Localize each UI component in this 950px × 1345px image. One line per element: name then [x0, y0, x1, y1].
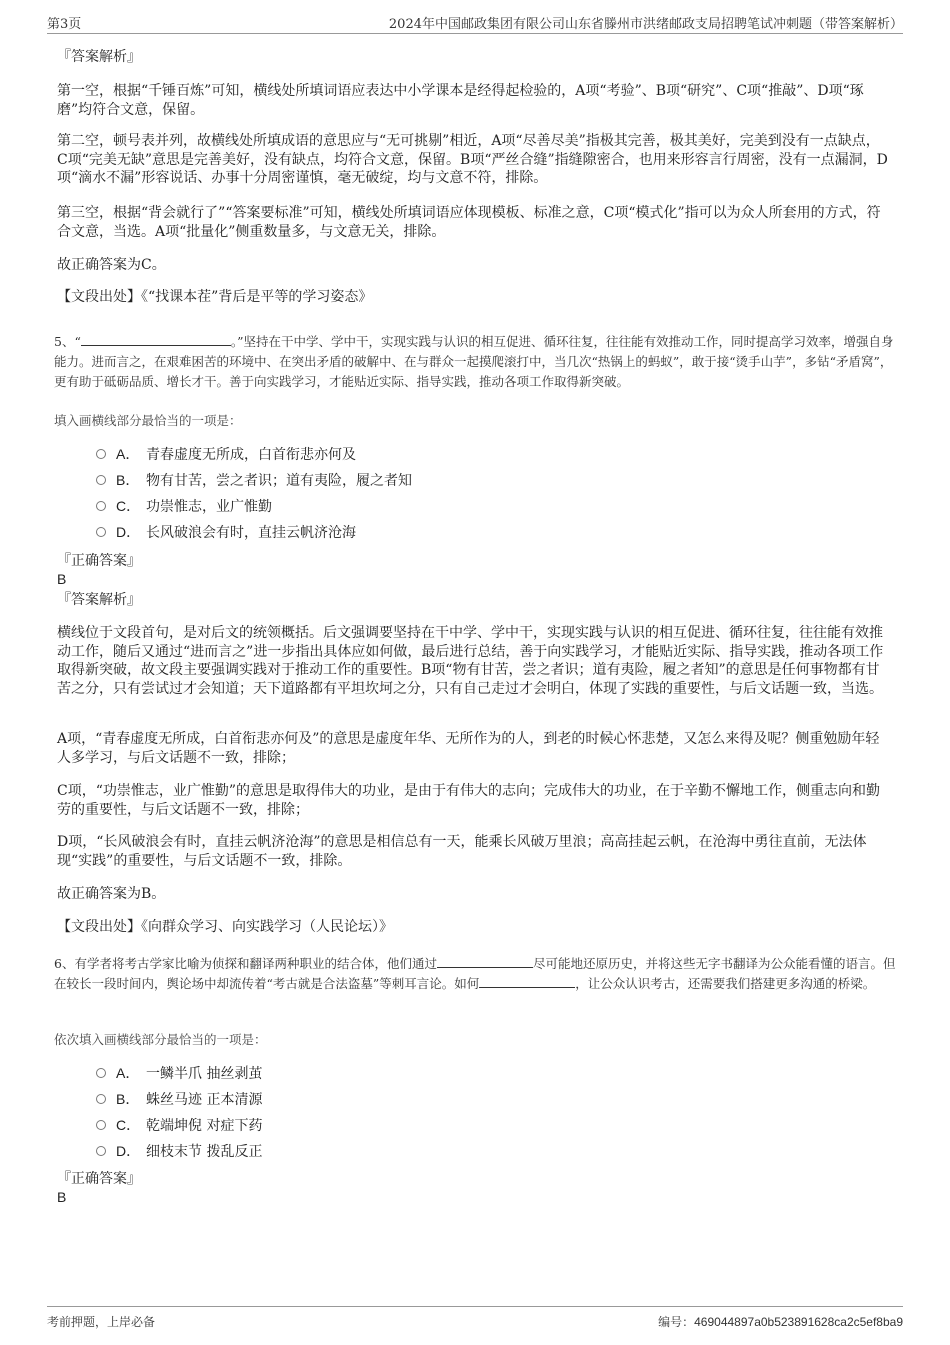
- question-prompt: 填入画横线部分最恰当的一项是：: [54, 413, 242, 428]
- radio-icon[interactable]: [96, 1094, 106, 1104]
- option-c[interactable]: C． 乾端坤倪 对症下药: [96, 1115, 262, 1136]
- question-prompt: 依次填入画横线部分最恰当的一项是：: [54, 1032, 267, 1047]
- page-number: 第3页: [47, 17, 82, 32]
- correct-answer: B: [57, 571, 67, 587]
- analysis-paragraph: 第一空，根据“千锤百炼”可知，横线处所填词语应表达中小学课本是经得起检验的，A项“考验”、B项“研究”、C项“推敲”、D项“琢磨”均符合文意，保留。: [57, 83, 864, 118]
- analysis-label: 『答案解析』: [57, 592, 141, 608]
- question-6: 6、有学者将考古学家比喻为侦探和翻译两种职业的结合体，他们通过 尽可能地还原历史，并将这些无字书翻译为公众能看懂的语言。但在较长一段时间内，舆论场中却流传着“考古就是合法盗墓”等刺耳言论。如何 ，让公众认识考古，还需要我们搭建更多沟通的桥梁。: [54, 956, 896, 991]
- analysis-paragraph: 第三空，根据“背会就行了”“答案要标准”可知，横线处所填词语应体现模板、标准之意，C项“模式化”指可以为众人所套用的方式，符合文意，当选。A项“批量化”侧重数量多，与文意无关，排除。: [57, 205, 881, 240]
- radio-icon[interactable]: [96, 1068, 106, 1078]
- radio-icon[interactable]: [96, 1146, 106, 1156]
- correct-answer-label: 『正确答案』: [57, 553, 141, 569]
- correct-answer: B: [57, 1189, 67, 1205]
- analysis-paragraph: 第二空，顿号表并列，故横线处所填成语的意思应与“无可挑剔”相近，A项“尽善尽美”指极其完善，极其美好，完美到没有一点缺点，C项“完美无缺”意思是完善美好，没有缺点，均符合文意，保留。B项“严丝合缝”指缝隙密合，也用来形容言行周密，没有一点漏洞，D项“滴水不漏”形容说话、办事十分周密谨慎，毫无破绽，均与文意不符，排除。: [57, 133, 888, 186]
- option-d[interactable]: D． 细枝末节 拨乱反正: [96, 1141, 262, 1162]
- analysis-paragraph: C项，“功崇惟志，业广惟勤”的意思是取得伟大的功业，是由于有伟大的志向；完成伟大的功业，在于辛勤不懈地工作，侧重志向和勤劳的重要性，与后文话题不一致，排除；: [57, 783, 881, 818]
- analysis-paragraph: A项，“青春虚度无所成，白首衔悲亦何及”的意思是虚度年华、无所作为的人，到老的时候心怀悲楚，又怎么来得及呢？侧重勉励年轻人多学习，与后文话题不一致，排除；: [57, 731, 880, 766]
- fill-blank: [437, 955, 533, 968]
- fill-blank: [81, 333, 231, 346]
- source-citation: 【文段出处】《向群众学习、向实践学习（人民论坛）》: [57, 919, 393, 935]
- source-citation: 【文段出处】《“找课本茬”背后是平等的学习姿态》: [57, 289, 373, 305]
- option-b[interactable]: B． 物有甘苦，尝之者识；道有夷险，履之者知: [96, 470, 412, 491]
- fill-blank: [479, 975, 575, 988]
- correct-answer-label: 『正确答案』: [57, 1171, 141, 1187]
- question-number: 5、“: [54, 334, 81, 349]
- question-5: [54, 332, 900, 392]
- radio-icon[interactable]: [96, 527, 106, 537]
- analysis-conclusion: 故正确答案为B。: [57, 886, 166, 902]
- document-code: 编号：469044897a0b523891628ca2c5ef8ba9: [658, 1315, 903, 1329]
- analysis-conclusion: 故正确答案为C。: [57, 257, 166, 273]
- analysis-paragraph: D项，“长风破浪会有时，直挂云帆济沧海”的意思是相信总有一天，能乘长风破万里浪；高高挂起云帆，在沧海中勇往直前，无法体现“实践”的重要性，与后文话题不一致，排除。: [57, 834, 867, 869]
- radio-icon[interactable]: [96, 501, 106, 511]
- option-d[interactable]: D． 长风破浪会有时，直挂云帆济沧海: [96, 522, 356, 543]
- document-title: 2024年中国邮政集团有限公司山东省滕州市洪绪邮政支局招聘笔试冲刺题（带答案解析）: [388, 17, 903, 32]
- radio-icon[interactable]: [96, 475, 106, 485]
- page-header: [47, 13, 903, 34]
- footer-slogan: 考前押题，上岸必备: [47, 1315, 156, 1329]
- analysis-label: 『答案解析』: [57, 49, 141, 65]
- page-footer: [47, 1306, 903, 1329]
- radio-icon[interactable]: [96, 1120, 106, 1130]
- question-text: 。”坚持在干中学、学中干，实现实践与认识的相互促进、循环往复，往往能有效推动工作，同时提高学习效率，增强自身能力。进而言之，在艰难困苦的环境中、在突出矛盾的破解中、在与群众一起摸爬滚打中，当几次“热锅上的蚂蚁”，敢于接“烫手山芋”，多钻“矛盾窝”，更有助于砥砺品质、增长才干。善于向实践学习，才能贴近实际、指导实践，推动各项工作取得新突破。: [54, 334, 894, 389]
- option-a[interactable]: A． 青春虚度无所成，白首衔悲亦何及: [96, 444, 356, 465]
- option-c[interactable]: C． 功崇惟志，业广惟勤: [96, 496, 272, 517]
- analysis-paragraph: 横线位于文段首句，是对后文的统领概括。后文强调要坚持在干中学、学中干，实现实践与认识的相互促进、循环往复，往往能有效推动工作，随后又通过“进而言之”进一步指出具体应如何做，最后进行总结，善于向实践学习，才能贴近实际、指导实践，推动各项工作取得新突破，故文段主要强调实践对于推动工作的重要性。B项“物有甘苦，尝之者识；道有夷险，履之者知”的意思是任何事物都有甘苦之分，只有尝试过才会知道；天下道路都有平坦坎坷之分，只有自己走过才会明白，体现了实践的重要性，与后文话题一致，当选。: [57, 625, 884, 697]
- radio-icon[interactable]: [96, 449, 106, 459]
- option-a[interactable]: A． 一鳞半爪 抽丝剥茧: [96, 1063, 262, 1084]
- option-b[interactable]: B． 蛛丝马迹 正本清源: [96, 1089, 262, 1110]
